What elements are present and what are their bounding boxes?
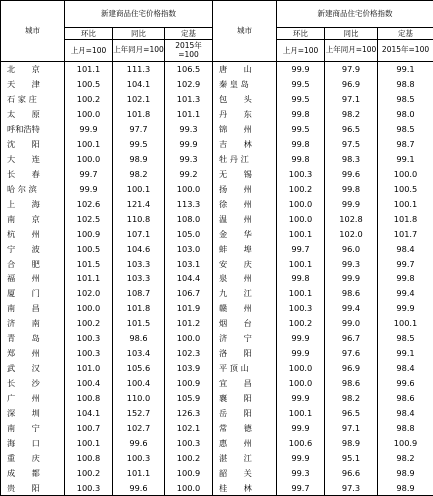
base-cell: 103.1 (165, 256, 213, 271)
city-cell: 长 沙 (1, 376, 65, 391)
table-row (1, 256, 433, 271)
city-cell: 哈 尔 滨 (1, 182, 65, 197)
city-cell: 杭 州 (1, 226, 65, 241)
mom-cell: 100.0 (65, 301, 113, 316)
yoy-cell: 96.0 (325, 241, 378, 256)
mom-cell: 100.5 (65, 241, 113, 256)
mom-cell: 100.3 (277, 167, 325, 182)
yoy-cell: 99.6 (113, 480, 165, 495)
city-cell: 蚌 埠 (213, 241, 277, 256)
table-row (1, 196, 433, 211)
base-cell: 105.9 (165, 391, 213, 406)
base-cell: 98.5 (378, 122, 433, 137)
table-row (1, 152, 433, 167)
city-cell: 北 京 (1, 62, 65, 77)
yoy-cell: 99.6 (113, 435, 165, 450)
yoy-cell: 103.3 (113, 256, 165, 271)
base-cell: 98.2 (378, 450, 433, 465)
base-cell: 99.7 (378, 256, 433, 271)
mom-header-left: 环比 (65, 28, 113, 40)
mom-cell: 100.0 (277, 211, 325, 226)
yoy-cell: 103.3 (113, 271, 165, 286)
yoy-cell: 104.1 (113, 77, 165, 92)
mom-cell: 100.2 (65, 316, 113, 331)
table-row (1, 271, 433, 286)
table-row (1, 107, 433, 122)
table-row (1, 316, 433, 331)
yoy-cell: 99.9 (325, 196, 378, 211)
base-cell: 98.8 (378, 77, 433, 92)
mom-cell: 100.4 (65, 376, 113, 391)
yoy-cell: 98.2 (113, 167, 165, 182)
mom-cell: 99.3 (277, 465, 325, 480)
yoy-header-right: 同比 (325, 28, 378, 40)
city-cell: 合 肥 (1, 256, 65, 271)
mom-cell: 100.1 (277, 286, 325, 301)
yoy-cell: 111.3 (113, 62, 165, 77)
yoy-cell: 98.2 (325, 391, 378, 406)
base-cell: 100.3 (165, 435, 213, 450)
mom-cell: 100.1 (65, 435, 113, 450)
mom-cell: 100.2 (65, 92, 113, 107)
mom-cell: 100.3 (65, 480, 113, 495)
yoy-cell: 98.6 (325, 286, 378, 301)
mom-cell: 99.9 (277, 421, 325, 436)
mom-cell: 100.8 (65, 450, 113, 465)
base-cell: 100.0 (165, 182, 213, 197)
yoy-cell: 98.9 (325, 435, 378, 450)
base-cell: 99.1 (378, 346, 433, 361)
base-cell: 98.5 (378, 331, 433, 346)
city-cell: 济 南 (1, 316, 65, 331)
base-cell: 99.9 (165, 137, 213, 152)
yoy-cell: 98.3 (325, 152, 378, 167)
base-cell: 98.4 (378, 406, 433, 421)
city-cell: 金 华 (213, 226, 277, 241)
base-cell: 100.9 (165, 376, 213, 391)
base-cell: 102.9 (165, 77, 213, 92)
yoy-cell: 99.9 (325, 271, 378, 286)
yoy-cell: 110.8 (113, 211, 165, 226)
mom-cell: 99.5 (277, 92, 325, 107)
base-cell: 100.2 (165, 450, 213, 465)
base-sub-right: 2015年=100 (378, 40, 433, 62)
city-cell: 成 都 (1, 465, 65, 480)
base-cell: 98.9 (378, 480, 433, 495)
city-cell: 安 庆 (213, 256, 277, 271)
yoy-cell: 100.1 (113, 182, 165, 197)
mom-cell: 99.8 (277, 137, 325, 152)
yoy-cell: 98.6 (325, 376, 378, 391)
city-cell: 丹 东 (213, 107, 277, 122)
yoy-cell: 97.7 (113, 122, 165, 137)
base-cell: 98.4 (378, 241, 433, 256)
city-cell: 徐 州 (213, 196, 277, 211)
mom-cell: 101.0 (65, 361, 113, 376)
mom-cell: 101.1 (65, 62, 113, 77)
city-cell: 无 锡 (213, 167, 277, 182)
yoy-cell: 110.0 (113, 391, 165, 406)
city-cell: 洛 阳 (213, 346, 277, 361)
base-cell: 98.6 (378, 391, 433, 406)
yoy-cell: 97.6 (325, 346, 378, 361)
base-cell: 99.1 (378, 152, 433, 167)
mom-cell: 99.9 (277, 346, 325, 361)
yoy-cell: 99.8 (325, 182, 378, 197)
city-cell: 九 江 (213, 286, 277, 301)
base-cell: 100.9 (378, 435, 433, 450)
yoy-cell: 98.9 (113, 152, 165, 167)
mom-cell: 100.8 (65, 391, 113, 406)
mom-cell: 99.5 (277, 122, 325, 137)
base-cell: 100.0 (165, 331, 213, 346)
mom-cell: 100.7 (65, 421, 113, 436)
yoy-cell: 101.8 (113, 107, 165, 122)
table-row (1, 226, 433, 241)
yoy-cell: 102.8 (325, 211, 378, 226)
base-cell: 101.8 (378, 211, 433, 226)
city-cell: 南 宁 (1, 421, 65, 436)
yoy-cell: 97.3 (325, 480, 378, 495)
base-cell: 101.1 (165, 107, 213, 122)
yoy-cell: 96.5 (325, 122, 378, 137)
group-header-right: 新建商品住宅价格指数 (277, 1, 433, 28)
table-row (1, 122, 433, 137)
mom-cell: 100.1 (65, 137, 113, 152)
table-row (1, 331, 433, 346)
city-cell: 上 海 (1, 196, 65, 211)
mom-cell: 100.3 (65, 331, 113, 346)
city-cell: 福 州 (1, 271, 65, 286)
mom-cell: 101.1 (65, 271, 113, 286)
city-cell: 秦 皇 岛 (213, 77, 277, 92)
city-cell: 济 宁 (213, 331, 277, 346)
mom-cell: 100.0 (277, 196, 325, 211)
city-cell: 大 连 (1, 152, 65, 167)
city-cell: 包 头 (213, 92, 277, 107)
yoy-cell: 108.7 (113, 286, 165, 301)
mom-cell: 100.0 (277, 361, 325, 376)
base-cell: 104.4 (165, 271, 213, 286)
city-cell: 扬 州 (213, 182, 277, 197)
mom-cell: 99.8 (277, 152, 325, 167)
mom-sub-left: 上月=100 (65, 40, 113, 62)
city-cell: 烟 台 (213, 316, 277, 331)
base-cell: 99.9 (378, 301, 433, 316)
table-row (1, 391, 433, 406)
base-cell: 100.5 (378, 182, 433, 197)
table-row (1, 241, 433, 256)
yoy-sub-left: 上年同月=100 (113, 40, 165, 62)
city-cell: 唐 山 (213, 62, 277, 77)
mom-cell: 101.5 (65, 256, 113, 271)
base-cell: 108.0 (165, 211, 213, 226)
city-cell: 温 州 (213, 211, 277, 226)
city-cell: 岳 阳 (213, 406, 277, 421)
yoy-cell: 95.1 (325, 450, 378, 465)
city-cell: 牡 丹 江 (213, 152, 277, 167)
base-cell: 100.1 (378, 316, 433, 331)
yoy-header-left: 同比 (113, 28, 165, 40)
table-row (1, 286, 433, 301)
yoy-cell: 107.1 (113, 226, 165, 241)
city-cell: 桂 林 (213, 480, 277, 495)
base-cell: 98.8 (378, 421, 433, 436)
city-header-right: 城市 (213, 1, 277, 62)
yoy-cell: 99.4 (325, 301, 378, 316)
table-row (1, 92, 433, 107)
base-cell: 105.0 (165, 226, 213, 241)
mom-cell: 99.7 (277, 480, 325, 495)
base-cell: 99.2 (165, 167, 213, 182)
mom-cell: 100.2 (277, 316, 325, 331)
base-cell: 99.6 (378, 376, 433, 391)
yoy-cell: 102.1 (113, 92, 165, 107)
mom-cell: 99.5 (277, 77, 325, 92)
base-cell: 101.2 (165, 316, 213, 331)
yoy-cell: 98.2 (325, 107, 378, 122)
table-row (1, 361, 433, 376)
mom-cell: 102.5 (65, 211, 113, 226)
yoy-cell: 96.5 (325, 406, 378, 421)
mom-cell: 100.0 (65, 152, 113, 167)
mom-cell: 99.8 (277, 271, 325, 286)
mom-cell: 100.1 (277, 256, 325, 271)
yoy-cell: 101.5 (113, 316, 165, 331)
yoy-cell: 152.7 (113, 406, 165, 421)
city-cell: 深 圳 (1, 406, 65, 421)
table-row (1, 480, 433, 495)
city-cell: 厦 门 (1, 286, 65, 301)
table-row (1, 435, 433, 450)
city-cell: 惠 州 (213, 435, 277, 450)
table-row (1, 406, 433, 421)
base-cell: 98.7 (378, 137, 433, 152)
yoy-cell: 96.6 (325, 465, 378, 480)
mom-cell: 100.6 (277, 435, 325, 450)
mom-cell: 100.3 (277, 301, 325, 316)
yoy-cell: 98.6 (113, 331, 165, 346)
mom-cell: 100.1 (277, 406, 325, 421)
city-cell: 泉 州 (213, 271, 277, 286)
yoy-cell: 102.0 (325, 226, 378, 241)
table-row (1, 62, 433, 77)
city-cell: 太 原 (1, 107, 65, 122)
table-row (1, 421, 433, 436)
city-cell: 呼和浩特 (1, 122, 65, 137)
yoy-cell: 100.4 (113, 376, 165, 391)
base-cell: 99.8 (378, 271, 433, 286)
table-row (1, 167, 433, 182)
mom-cell: 99.9 (277, 62, 325, 77)
city-cell: 襄 阳 (213, 391, 277, 406)
base-cell: 100.9 (165, 465, 213, 480)
mom-cell: 100.2 (277, 182, 325, 197)
base-cell: 98.9 (378, 465, 433, 480)
city-cell: 沈 阳 (1, 137, 65, 152)
yoy-cell: 102.7 (113, 421, 165, 436)
mom-header-right: 环比 (277, 28, 325, 40)
yoy-cell: 99.5 (113, 137, 165, 152)
yoy-cell: 97.1 (325, 92, 378, 107)
table-row (1, 465, 433, 480)
base-cell: 106.5 (165, 62, 213, 77)
city-cell: 青 岛 (1, 331, 65, 346)
base-cell: 100.0 (378, 167, 433, 182)
base-cell: 100.0 (165, 480, 213, 495)
table-row (1, 376, 433, 391)
city-cell: 南 昌 (1, 301, 65, 316)
city-cell: 贵 阳 (1, 480, 65, 495)
yoy-cell: 97.5 (325, 137, 378, 152)
base-cell: 99.3 (165, 122, 213, 137)
base-cell: 98.0 (378, 107, 433, 122)
mom-cell: 102.6 (65, 196, 113, 211)
base-cell: 101.7 (378, 226, 433, 241)
yoy-cell: 104.6 (113, 241, 165, 256)
base-cell: 126.3 (165, 406, 213, 421)
base-cell: 101.3 (165, 92, 213, 107)
mom-cell: 99.9 (277, 391, 325, 406)
base-cell: 102.1 (165, 421, 213, 436)
city-cell: 锦 州 (213, 122, 277, 137)
city-cell: 郑 州 (1, 346, 65, 361)
base-cell: 99.4 (378, 286, 433, 301)
yoy-cell: 100.3 (113, 450, 165, 465)
city-cell: 吉 林 (213, 137, 277, 152)
city-cell: 赣 州 (213, 301, 277, 316)
yoy-cell: 96.9 (325, 77, 378, 92)
mom-cell: 99.7 (277, 241, 325, 256)
yoy-sub-right: 上年同月=100 (325, 40, 378, 62)
city-cell: 南 京 (1, 211, 65, 226)
table-row (1, 137, 433, 152)
city-cell: 武 汉 (1, 361, 65, 376)
table-body (1, 62, 433, 496)
mom-cell: 100.1 (277, 226, 325, 241)
yoy-cell: 121.4 (113, 196, 165, 211)
yoy-cell: 105.6 (113, 361, 165, 376)
mom-sub-right: 上月=100 (277, 40, 325, 62)
group-header-left: 新建商品住宅价格指数 (65, 1, 213, 28)
city-cell: 石 家 庄 (1, 92, 65, 107)
city-cell: 广 州 (1, 391, 65, 406)
table-row (1, 301, 433, 316)
base-cell: 103.9 (165, 361, 213, 376)
mom-cell: 104.1 (65, 406, 113, 421)
mom-cell: 100.5 (65, 77, 113, 92)
base-sub-left: 2015年=100 (165, 40, 213, 62)
base-header-left: 定基 (165, 28, 213, 40)
city-cell: 湛 江 (213, 450, 277, 465)
base-cell: 99.1 (378, 62, 433, 77)
yoy-cell: 99.6 (325, 167, 378, 182)
city-cell: 宜 昌 (213, 376, 277, 391)
yoy-cell: 97.9 (325, 62, 378, 77)
table-row (1, 211, 433, 226)
mom-cell: 100.9 (65, 226, 113, 241)
city-cell: 常 德 (213, 421, 277, 436)
base-cell: 103.0 (165, 241, 213, 256)
mom-cell: 99.9 (277, 331, 325, 346)
city-cell: 天 津 (1, 77, 65, 92)
mom-cell: 100.2 (65, 465, 113, 480)
city-header-left: 城市 (1, 1, 65, 62)
mom-cell: 100.0 (277, 376, 325, 391)
base-cell: 98.5 (378, 92, 433, 107)
city-cell: 重 庆 (1, 450, 65, 465)
yoy-cell: 101.8 (113, 301, 165, 316)
city-cell: 韶 关 (213, 465, 277, 480)
base-header-right: 定基 (378, 28, 433, 40)
base-cell: 99.3 (165, 152, 213, 167)
base-cell: 98.4 (378, 361, 433, 376)
base-cell: 102.3 (165, 346, 213, 361)
yoy-cell: 96.7 (325, 331, 378, 346)
mom-cell: 99.9 (65, 182, 113, 197)
mom-cell: 102.0 (65, 286, 113, 301)
base-cell: 106.7 (165, 286, 213, 301)
yoy-cell: 101.1 (113, 465, 165, 480)
mom-cell: 99.8 (277, 107, 325, 122)
base-cell: 101.9 (165, 301, 213, 316)
mom-cell: 100.3 (65, 346, 113, 361)
city-cell: 长 春 (1, 167, 65, 182)
mom-cell: 99.9 (65, 122, 113, 137)
mom-cell: 99.7 (65, 167, 113, 182)
table-row (1, 77, 433, 92)
mom-cell: 100.0 (65, 107, 113, 122)
table-row (1, 346, 433, 361)
yoy-cell: 96.9 (325, 361, 378, 376)
city-cell: 海 口 (1, 435, 65, 450)
base-cell: 113.3 (165, 196, 213, 211)
yoy-cell: 99.3 (325, 256, 378, 271)
yoy-cell: 97.1 (325, 421, 378, 436)
city-cell: 平 顶 山 (213, 361, 277, 376)
yoy-cell: 103.4 (113, 346, 165, 361)
mom-cell: 99.9 (277, 450, 325, 465)
table-row (1, 182, 433, 197)
table-row (1, 450, 433, 465)
base-cell: 100.1 (378, 196, 433, 211)
city-cell: 宁 波 (1, 241, 65, 256)
yoy-cell: 99.0 (325, 316, 378, 331)
